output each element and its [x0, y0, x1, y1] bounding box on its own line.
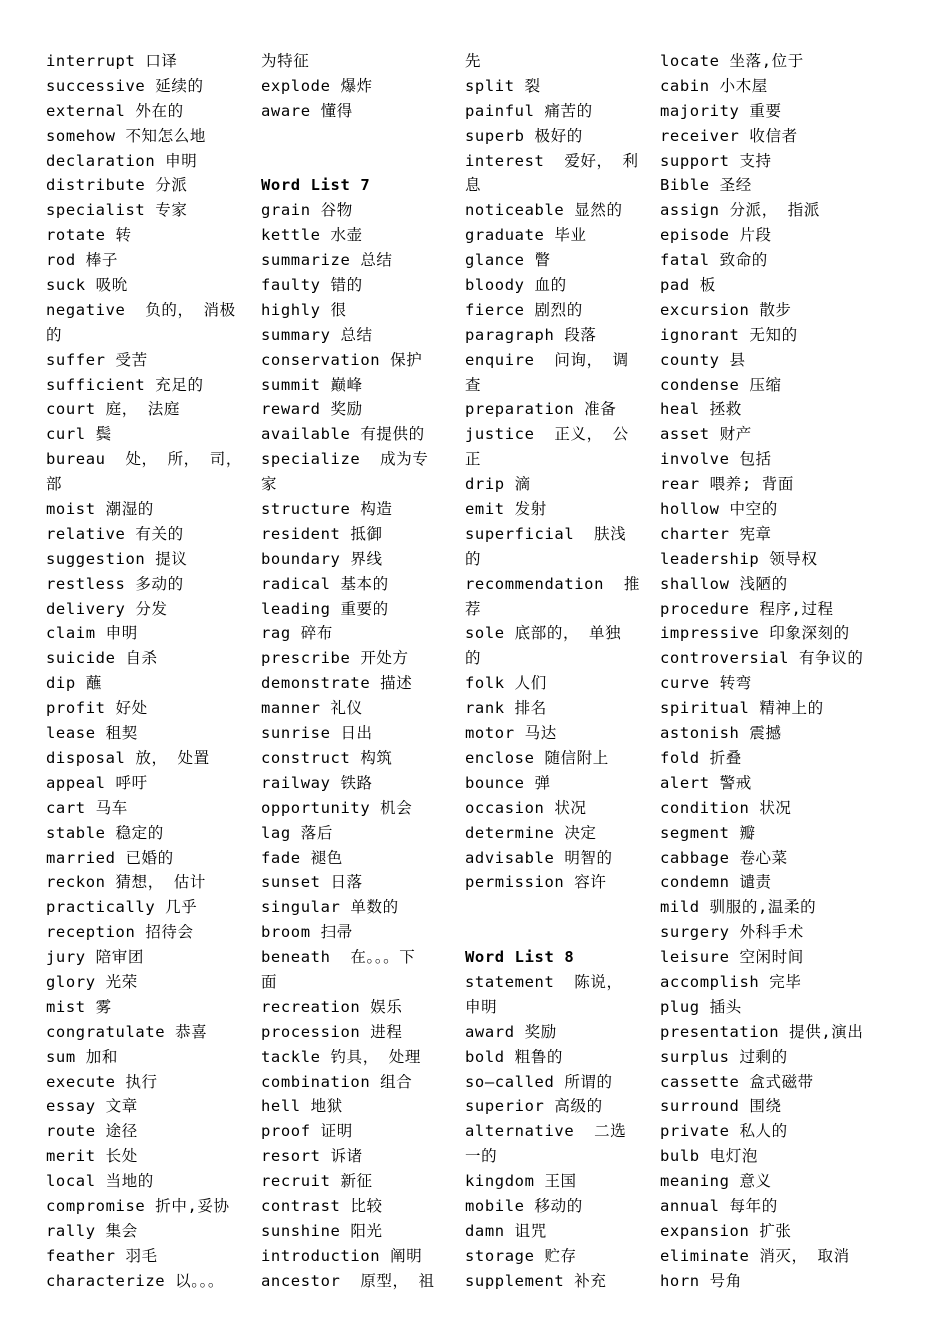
vocab-entry: specialist 专家	[46, 201, 188, 220]
vocab-entry: aware 懂得	[261, 101, 353, 120]
vocab-entry: 为特征	[261, 52, 310, 70]
vocab-entry: plug 插头	[660, 997, 742, 1016]
vocab-entry: curl 鬓	[46, 425, 112, 444]
vocab-entry: court 庭， 法庭	[46, 400, 180, 419]
vocab-entry: beneath 在。。。下	[261, 948, 416, 967]
vocab-entry: claim 申明	[46, 624, 138, 643]
vocab-entry: cabin 小木屋	[660, 76, 768, 95]
vocab-entry: restless 多动的	[46, 574, 184, 593]
vocab-entry: profit 好处	[46, 699, 148, 718]
vocab-entry: drip 滴	[465, 475, 531, 494]
vocab-entry: eliminate 消灭， 取消	[660, 1246, 850, 1265]
vocab-entry: accomplish 完毕	[660, 972, 802, 991]
vocab-entry: recreation 娱乐	[261, 997, 403, 1016]
vocab-entry: rotate 转	[46, 226, 132, 245]
vocab-entry: episode 片段	[660, 226, 772, 245]
vocab-entry: surplus 过剩的	[660, 1047, 788, 1066]
vocab-entry: enquire 问询， 调	[465, 350, 629, 369]
vocab-entry: bulb 电灯泡	[660, 1147, 758, 1166]
vocab-entry: permission 容许	[465, 873, 607, 892]
vocab-entry: condemn 谴责	[660, 873, 772, 892]
vocab-entry: hell 地狱	[261, 1097, 343, 1116]
vocab-entry: noticeable 显然的	[465, 201, 623, 220]
vocab-entry: 荐	[465, 599, 482, 618]
vocab-entry: glory 光荣	[46, 972, 138, 991]
vocab-entry: locate 坐落,位于	[660, 52, 804, 70]
vocab-entry: leisure 空闲时间	[660, 948, 804, 967]
vocab-entry: proof 证明	[261, 1122, 353, 1141]
vocab-entry: heal 拯救	[660, 400, 742, 419]
vocab-entry: mist 雾	[46, 997, 112, 1016]
vocab-entry: preparation 准备	[465, 400, 617, 419]
vocab-entry: characterize 以。。。	[46, 1271, 225, 1290]
vocab-entry: ignorant 无知的	[660, 325, 798, 344]
vocab-entry: bureau 处， 所， 司，	[46, 450, 242, 469]
vocab-entry: conservation 保护	[261, 350, 423, 369]
vocab-entry: suck 吸吮	[46, 276, 128, 295]
vocab-entry: so—called 所谓的	[465, 1072, 613, 1091]
vocab-entry: fatal 致命的	[660, 251, 768, 270]
vocab-entry: demonstrate 描述	[261, 674, 413, 693]
vocab-entry: controversial 有争议的	[660, 649, 864, 668]
vocab-entry: alert 警戒	[660, 773, 752, 792]
vocab-entry: kingdom 王国	[465, 1172, 577, 1191]
vocab-entry: 的	[46, 325, 63, 344]
vocab-entry: boundary 界线	[261, 549, 383, 568]
vocab-entry: available 有提供的	[261, 425, 425, 444]
vocab-entry: distribute 分派	[46, 176, 188, 195]
blank-line	[465, 895, 631, 920]
vocab-entry: resort 诉诸	[261, 1147, 363, 1166]
vocab-entry: compromise 折中,妥协	[46, 1196, 230, 1215]
vocab-entry: sole 底部的， 单独	[465, 624, 622, 643]
vocab-entry: grain 谷物	[261, 201, 353, 220]
vocab-entry: bold 粗鲁的	[465, 1047, 563, 1066]
vocab-entry: surround 围绕	[660, 1097, 782, 1116]
vocab-entry: married 已婚的	[46, 848, 174, 867]
vocab-entry: 的	[465, 649, 482, 668]
vocab-entry: negative 负的， 消极	[46, 300, 236, 319]
vocab-entry: leading 重要的	[261, 599, 389, 618]
vocab-entry: suffer 受苦	[46, 350, 148, 369]
vocab-entry: 正	[465, 450, 482, 469]
vocab-entry: tackle 钓具， 处理	[261, 1047, 421, 1066]
vocab-entry: lag 落后	[261, 823, 333, 842]
vocab-entry: execute 执行	[46, 1072, 158, 1091]
vocab-entry: surgery 外科手术	[660, 923, 804, 942]
vocab-entry: successive 延续的	[46, 76, 204, 95]
blank-line	[465, 920, 631, 945]
vocab-entry: damn 诅咒	[465, 1221, 547, 1240]
vocab-entry: statement 陈说，	[465, 972, 623, 991]
vocab-entry: reckon 猜想， 估计	[46, 873, 206, 892]
vocab-entry: reward 奖励	[261, 400, 363, 419]
vocab-entry: procession 进程	[261, 1022, 403, 1041]
vocab-entry: assign 分派， 指派	[660, 201, 820, 220]
vocab-entry: enclose 随信附上	[465, 748, 609, 767]
vocab-entry: leadership 领导权	[660, 549, 818, 568]
vocab-entry: structure 构造	[261, 500, 393, 519]
vocab-entry: horn 号角	[660, 1271, 742, 1290]
vocab-entry: curve 转弯	[660, 674, 752, 693]
vocab-entry: segment 瓣	[660, 823, 756, 842]
vocab-entry: faulty 错的	[261, 276, 363, 295]
vocab-entry: involve 包括	[660, 450, 772, 469]
vocab-entry: external 外在的	[46, 101, 184, 120]
vocab-entry: condition 状况	[660, 798, 792, 817]
vocab-entry: introduction 阐明	[261, 1246, 423, 1265]
vocab-entry: sunshine 阳光	[261, 1221, 383, 1240]
vocab-entry: mobile 移动的	[465, 1196, 583, 1215]
blank-line	[261, 124, 437, 149]
vocab-entry: dip 蘸	[46, 674, 102, 693]
vocab-entry: lease 租契	[46, 724, 138, 743]
vocab-entry: rod 棒子	[46, 251, 118, 270]
vocab-entry: folk 人们	[465, 674, 547, 693]
vocab-entry: railway 铁路	[261, 773, 373, 792]
vocab-entry: motor 马达	[465, 724, 557, 743]
vocab-entry: manner 礼仪	[261, 699, 363, 718]
vocab-entry: presentation 提供,演出	[660, 1022, 864, 1041]
vocab-entry: annual 每年的	[660, 1196, 778, 1215]
vocab-entry: sunrise 日出	[261, 724, 373, 743]
vocab-entry: determine 决定	[465, 823, 597, 842]
vocab-entry: justice 正义， 公	[465, 425, 629, 444]
vocab-entry: superb 极好的	[465, 126, 583, 145]
vocab-entry: ancestor 原型， 祖	[261, 1271, 435, 1290]
vocab-entry: pad 板	[660, 276, 716, 295]
vocab-entry: radical 基本的	[261, 574, 389, 593]
vocab-column-3	[465, 49, 641, 1294]
vocab-entry: declaration 申明	[46, 151, 198, 170]
vocab-entry: opportunity 机会	[261, 798, 413, 817]
vocab-entry: combination 组合	[261, 1072, 413, 1091]
vocab-entry: 息	[465, 176, 482, 195]
vocab-entry: relative 有关的	[46, 524, 184, 543]
vocab-entry: superficial 肤浅	[465, 524, 627, 543]
vocab-entry: storage 贮存	[465, 1246, 577, 1265]
vocab-entry: moist 潮湿的	[46, 500, 154, 519]
vocab-entry: rank 排名	[465, 699, 547, 718]
vocab-entry: bounce 弹	[465, 773, 551, 792]
vocab-entry: delivery 分发	[46, 599, 168, 618]
vocab-entry: fold 折叠	[660, 748, 742, 767]
vocab-entry: majority 重要	[660, 101, 782, 120]
vocab-entry: graduate 毕业	[465, 226, 587, 245]
vocab-entry: resident 抵御	[261, 524, 383, 543]
vocab-entry: singular 单数的	[261, 898, 399, 917]
vocab-entry: highly 很	[261, 300, 347, 319]
vocab-entry: recruit 新征	[261, 1172, 373, 1191]
vocab-entry: cart 马车	[46, 798, 128, 817]
vocab-entry: asset 财产	[660, 425, 752, 444]
vocab-entry: disposal 放， 处置	[46, 748, 210, 767]
vocab-entry: interrupt 口译	[46, 52, 178, 70]
vocab-entry: 部	[46, 475, 63, 494]
vocab-entry: 的	[465, 549, 482, 568]
vocab-entry: condense 压缩	[660, 375, 782, 394]
vocab-entry: glance 瞥	[465, 251, 551, 270]
vocab-entry: stable 稳定的	[46, 823, 164, 842]
vocab-entry: reception 招待会	[46, 923, 194, 942]
vocab-entry: support 支持	[660, 151, 772, 170]
vocab-entry: sum 加和	[46, 1047, 118, 1066]
vocab-entry: spiritual 精神上的	[660, 699, 824, 718]
vocab-entry: somehow 不知怎么地	[46, 126, 206, 145]
vocab-entry: shallow 浅陋的	[660, 574, 788, 593]
vocab-entry: practically 几乎	[46, 898, 198, 917]
vocab-entry: congratulate 恭喜	[46, 1022, 208, 1041]
vocab-entry: sufficient 充足的	[46, 375, 204, 394]
vocab-entry: jury 陪审团	[46, 948, 144, 967]
vocab-entry: appeal 呼吁	[46, 773, 148, 792]
vocab-entry: essay 文章	[46, 1097, 138, 1116]
vocab-entry: contrast 比较	[261, 1196, 383, 1215]
vocab-entry: 查	[465, 375, 482, 394]
vocab-entry: rally 集会	[46, 1221, 138, 1240]
vocab-entry: meaning 意义	[660, 1172, 772, 1191]
vocab-entry: excursion 散步	[660, 300, 792, 319]
vocab-entry: explode 爆炸	[261, 76, 373, 95]
vocab-entry: broom 扫帚	[261, 923, 353, 942]
vocab-column-1	[46, 49, 242, 1294]
vocab-entry: kettle 水壶	[261, 226, 363, 245]
vocab-entry: 申明	[465, 997, 498, 1016]
vocab-entry: rear 喂养; 背面	[660, 475, 794, 494]
vocab-entry: sunset 日落	[261, 873, 363, 892]
vocab-column-2	[261, 49, 437, 1294]
vocab-entry: astonish 震撼	[660, 724, 782, 743]
vocab-entry: merit 长处	[46, 1147, 138, 1166]
vocab-entry: occasion 状况	[465, 798, 587, 817]
vocab-entry: painful 痛苦的	[465, 101, 593, 120]
vocab-entry: summit 巅峰	[261, 375, 363, 394]
vocab-entry: summary 总结	[261, 325, 373, 344]
vocab-entry: route 途径	[46, 1122, 138, 1141]
vocab-entry: interest 爱好， 利	[465, 151, 639, 170]
vocab-entry: fade 褪色	[261, 848, 343, 867]
vocab-entry: split 裂	[465, 76, 541, 95]
vocab-entry: construct 构筑	[261, 748, 393, 767]
vocab-entry: suicide 自杀	[46, 649, 158, 668]
vocab-entry: procedure 程序,过程	[660, 599, 834, 618]
vocab-entry: county 县	[660, 350, 746, 369]
vocab-entry: advisable 明智的	[465, 848, 613, 867]
vocab-entry: fierce 剧烈的	[465, 300, 583, 319]
vocab-entry: alternative 二选	[465, 1122, 627, 1141]
vocab-entry: private 私人的	[660, 1122, 788, 1141]
vocab-entry: 家	[261, 475, 278, 494]
vocab-column-4	[660, 49, 880, 1294]
vocab-entry: local 当地的	[46, 1172, 154, 1191]
vocab-entry: receiver 收信者	[660, 126, 798, 145]
vocab-entry: hollow 中空的	[660, 500, 778, 519]
vocab-entry: award 奖励	[465, 1022, 557, 1041]
vocab-entry: suggestion 提议	[46, 549, 188, 568]
vocab-entry: prescribe 开处方	[261, 649, 409, 668]
vocab-entry: feather 羽毛	[46, 1246, 158, 1265]
vocab-entry: emit 发射	[465, 500, 547, 519]
word-list-heading: Word List 7	[261, 176, 371, 195]
vocab-entry: 面	[261, 972, 278, 991]
vocab-entry: 先	[465, 52, 482, 70]
vocab-entry: cassette 盒式磁带	[660, 1072, 814, 1091]
vocab-entry: charter 宪章	[660, 524, 772, 543]
vocab-entry: rag 碎布	[261, 624, 333, 643]
vocab-entry: cabbage 卷心菜	[660, 848, 788, 867]
word-list-heading: Word List 8	[465, 948, 575, 967]
vocab-entry: impressive 印象深刻的	[660, 624, 850, 643]
vocab-entry: expansion 扩张	[660, 1221, 792, 1240]
vocab-entry: Bible 圣经	[660, 176, 752, 195]
vocab-entry: supplement 补充	[465, 1271, 607, 1290]
vocab-entry: recommendation 推	[465, 574, 641, 593]
vocab-entry: paragraph 段落	[465, 325, 597, 344]
vocab-entry: specialize 成为专	[261, 450, 429, 469]
vocab-entry: mild 驯服的,温柔的	[660, 898, 817, 917]
vocab-entry: 一的	[465, 1147, 498, 1166]
vocab-entry: summarize 总结	[261, 251, 393, 270]
vocab-entry: superior 高级的	[465, 1097, 603, 1116]
vocab-entry: bloody 血的	[465, 276, 567, 295]
blank-line	[261, 149, 437, 174]
